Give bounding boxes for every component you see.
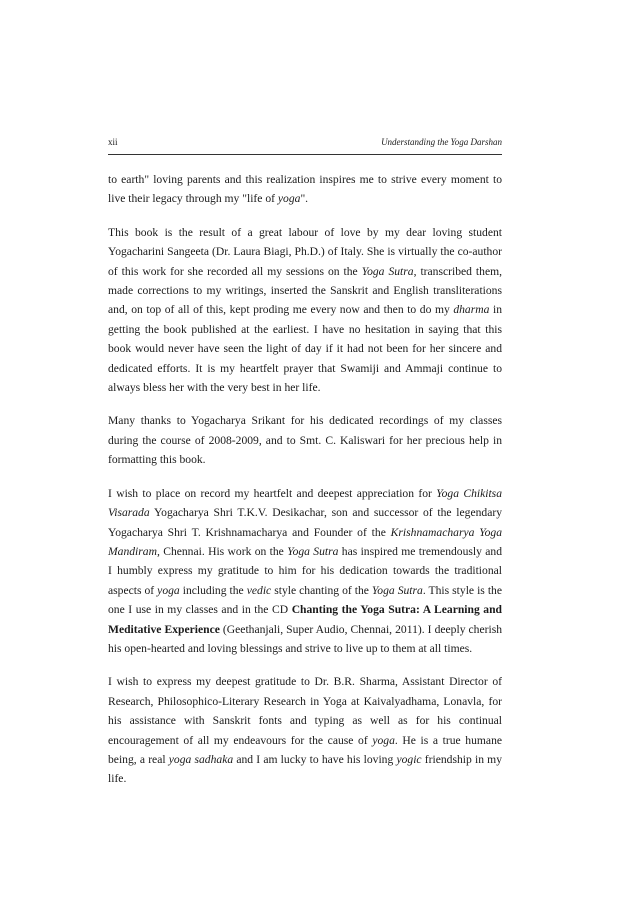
text-run: I wish to place on record my heartfelt and deepest appreciation for xyxy=(108,486,437,500)
italic-text: yoga xyxy=(157,583,180,597)
italic-text: yogic xyxy=(396,752,422,766)
text-run: to earth" loving parents and this realization inspires me to strive every moment to live their legacy through my "life of xyxy=(108,173,502,206)
text-run: . He is a true humane being, a real xyxy=(108,733,503,766)
italic-text: Yoga Chikitsa Visarada xyxy=(108,486,502,520)
text-run: This book is the result of a great labour of love by my dear loving student Yogacharini Sangeeta (Dr. Laura Biagi, Ph.D.) of Italy. She is virtually the co-author of this work for she recorded all my sessions on the xyxy=(108,225,502,278)
text-run: has inspired me tremendously and I humbly express my gratitude to him for his dedication towards the traditional aspects of xyxy=(108,544,503,597)
italic-text: yoga xyxy=(277,192,301,206)
text-run: (Geethanjali, Super Audio, Chennai, 2011). I deeply cherish his open-hearted and loving blessings and strive to live up to them at all times. xyxy=(108,622,503,655)
paragraph xyxy=(108,672,502,788)
italic-text: vedic xyxy=(246,583,272,597)
page-number: xii xyxy=(108,137,118,147)
text-run: , transcribed them, made corrections to my writings, inserted the Sanskrit and English transliterations and, on top of all of this, kept proding me every now and then to do my xyxy=(108,264,503,317)
paragraph xyxy=(108,170,502,209)
italic-text: Yoga Sutra xyxy=(361,264,414,278)
italic-text: Yoga Sutra xyxy=(371,583,423,597)
book-page xyxy=(108,137,502,789)
page-body xyxy=(108,170,502,789)
italic-text: Krishnamacharya Yoga Mandiram, xyxy=(108,525,503,558)
text-run: ". xyxy=(300,192,309,206)
paragraph xyxy=(108,223,502,398)
text-run: style chanting of the xyxy=(271,583,372,597)
text-run: . This style is the one I use in my classes and in the CD xyxy=(108,583,502,617)
running-header xyxy=(108,137,502,155)
text-run: in getting the book published at the earliest. I have no hesitation in saying that this book would never have seen the light of day if it had not been for her sincere and dedicated efforts. It is my heartfelt prayer that Swamiji and Ammaji continue to always bless her with the very best in her life. xyxy=(108,303,502,395)
text-run: Chennai. His work on the xyxy=(159,544,288,558)
text-run: friendship in my life. xyxy=(108,752,503,786)
text-run: I wish to express my deepest gratitude to Dr. B.R. Sharma, Assistant Director of Research, Philosophico-Literary Research in Yoga at Kaivalyadhama, Lonavla, for his assistance with Sanskrit fonts and typing as well as for his continual encouragement of all my endeavours for the cause of xyxy=(108,675,502,747)
italic-text: yoga sadhaka xyxy=(168,752,234,766)
text-run: Yogacharya Shri T.K.V. Desikachar, son and successor of the legendary Yogacharya Shri T. Krishnamacharya and Founder of the xyxy=(108,506,502,539)
italic-text: yoga xyxy=(372,733,395,747)
italic-text: Yoga Sutra xyxy=(287,544,339,558)
text-run: including the xyxy=(179,583,247,597)
paragraph xyxy=(108,484,502,659)
running-title: Understanding the Yoga Darshan xyxy=(381,137,502,147)
bold-text: Chanting the Yoga Sutra: A Learning and Meditative Experience xyxy=(108,603,503,636)
text-run: and I am lucky to have his loving xyxy=(233,752,397,766)
text-run: Many thanks to Yogacharya Srikant for his dedicated recordings of my classes during the course of 2008-2009, and to Smt. C. Kaliswari for her precious help in formatting this book. xyxy=(108,414,502,467)
paragraph xyxy=(108,411,502,469)
italic-text: dharma xyxy=(453,303,490,317)
